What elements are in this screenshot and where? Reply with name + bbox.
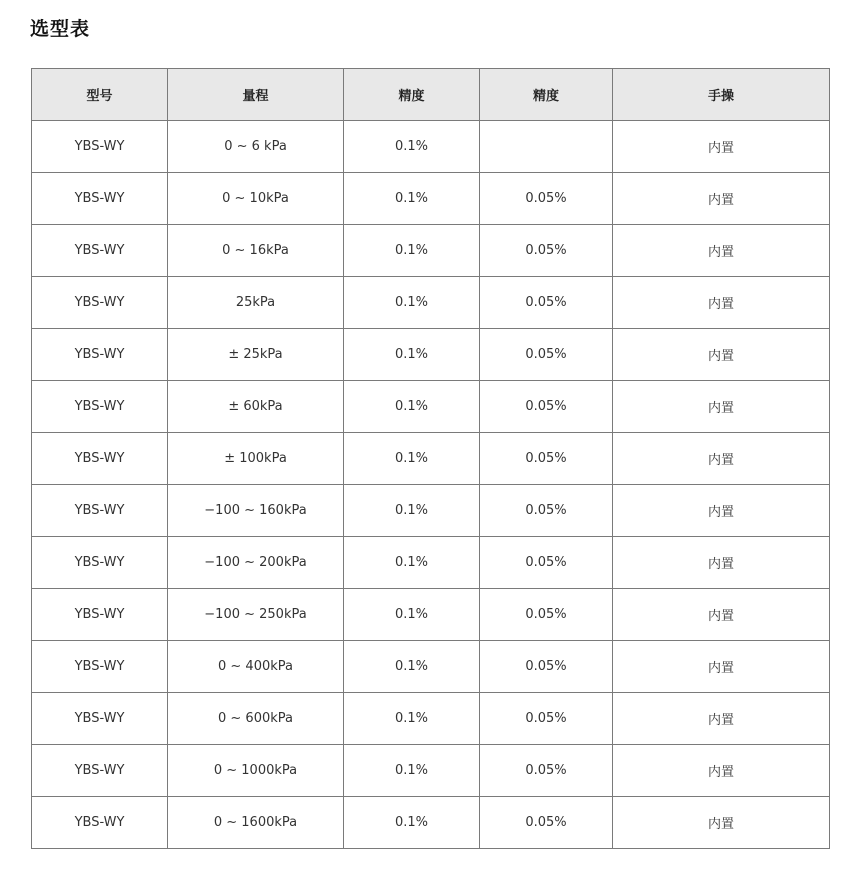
cell-manual-operation: 内置 [613,589,830,641]
cell-manual-operation: 内置 [613,121,830,173]
table-row [32,121,830,173]
cell-accuracy: 0.1% [344,381,480,433]
cell-model: YBS-WY [32,485,168,537]
cell-accuracy-high: 0.05% [480,433,613,485]
cell-manual-operation: 内置 [613,433,830,485]
cell-range: ± 25kPa [168,329,344,381]
cell-range: 0 ~ 1600kPa [168,797,344,849]
cell-accuracy-high: 0.05% [480,537,613,589]
cell-range: 0 ~ 16kPa [168,225,344,277]
cell-model: YBS-WY [32,693,168,745]
cell-range: 0 ~ 6 kPa [168,121,344,173]
cell-range: 25kPa [168,277,344,329]
cell-accuracy: 0.1% [344,745,480,797]
cell-accuracy: 0.1% [344,277,480,329]
cell-accuracy: 0.1% [344,537,480,589]
cell-accuracy: 0.1% [344,641,480,693]
page-title: 选型表 [30,18,91,40]
cell-range: −100 ~ 200kPa [168,537,344,589]
table-row [32,433,830,485]
table-row [32,745,830,797]
cell-accuracy-high: 0.05% [480,329,613,381]
cell-manual-operation: 内置 [613,745,830,797]
cell-range: −100 ~ 250kPa [168,589,344,641]
cell-accuracy: 0.1% [344,329,480,381]
cell-model: YBS-WY [32,381,168,433]
cell-accuracy-high: 0.05% [480,485,613,537]
table-row [32,381,830,433]
cell-range: 0 ~ 400kPa [168,641,344,693]
table-body [32,121,830,849]
table-row [32,485,830,537]
table-row [32,225,830,277]
cell-accuracy-high: 0.05% [480,277,613,329]
cell-model: YBS-WY [32,225,168,277]
cell-accuracy: 0.1% [344,173,480,225]
cell-model: YBS-WY [32,641,168,693]
cell-model: YBS-WY [32,277,168,329]
cell-manual-operation: 内置 [613,277,830,329]
table-header-row [32,69,830,121]
selection-table [31,68,830,849]
header-accuracy-high: 精度 [480,69,613,121]
table-row [32,797,830,849]
cell-accuracy-high: 0.05% [480,745,613,797]
cell-model: YBS-WY [32,121,168,173]
cell-range: 0 ~ 600kPa [168,693,344,745]
cell-accuracy: 0.1% [344,589,480,641]
cell-model: YBS-WY [32,797,168,849]
cell-range: ± 60kPa [168,381,344,433]
cell-model: YBS-WY [32,745,168,797]
cell-accuracy-high: 0.05% [480,225,613,277]
cell-accuracy-high [480,121,613,173]
cell-manual-operation: 内置 [613,537,830,589]
cell-range: ± 100kPa [168,433,344,485]
table-header [32,69,830,121]
table-row [32,693,830,745]
cell-accuracy-high: 0.05% [480,797,613,849]
table-row [32,589,830,641]
cell-accuracy-high: 0.05% [480,381,613,433]
cell-manual-operation: 内置 [613,485,830,537]
cell-range: 0 ~ 1000kPa [168,745,344,797]
cell-accuracy: 0.1% [344,121,480,173]
cell-manual-operation: 内置 [613,173,830,225]
cell-model: YBS-WY [32,537,168,589]
table-row [32,329,830,381]
cell-model: YBS-WY [32,589,168,641]
cell-manual-operation: 内置 [613,641,830,693]
table-row [32,537,830,589]
header-model: 型号 [32,69,168,121]
cell-accuracy: 0.1% [344,485,480,537]
cell-model: YBS-WY [32,173,168,225]
header-range: 量程 [168,69,344,121]
cell-model: YBS-WY [32,329,168,381]
cell-accuracy-high: 0.05% [480,589,613,641]
cell-accuracy: 0.1% [344,433,480,485]
cell-manual-operation: 内置 [613,693,830,745]
table-row [32,277,830,329]
cell-accuracy: 0.1% [344,797,480,849]
cell-accuracy: 0.1% [344,225,480,277]
cell-range: −100 ~ 160kPa [168,485,344,537]
cell-accuracy-high: 0.05% [480,693,613,745]
cell-model: YBS-WY [32,433,168,485]
header-accuracy: 精度 [344,69,480,121]
cell-manual-operation: 内置 [613,797,830,849]
cell-manual-operation: 内置 [613,329,830,381]
cell-accuracy: 0.1% [344,693,480,745]
cell-accuracy-high: 0.05% [480,173,613,225]
cell-manual-operation: 内置 [613,381,830,433]
table-row [32,173,830,225]
cell-accuracy-high: 0.05% [480,641,613,693]
cell-manual-operation: 内置 [613,225,830,277]
header-manual-operation: 手操 [613,69,830,121]
cell-range: 0 ~ 10kPa [168,173,344,225]
table-row [32,641,830,693]
